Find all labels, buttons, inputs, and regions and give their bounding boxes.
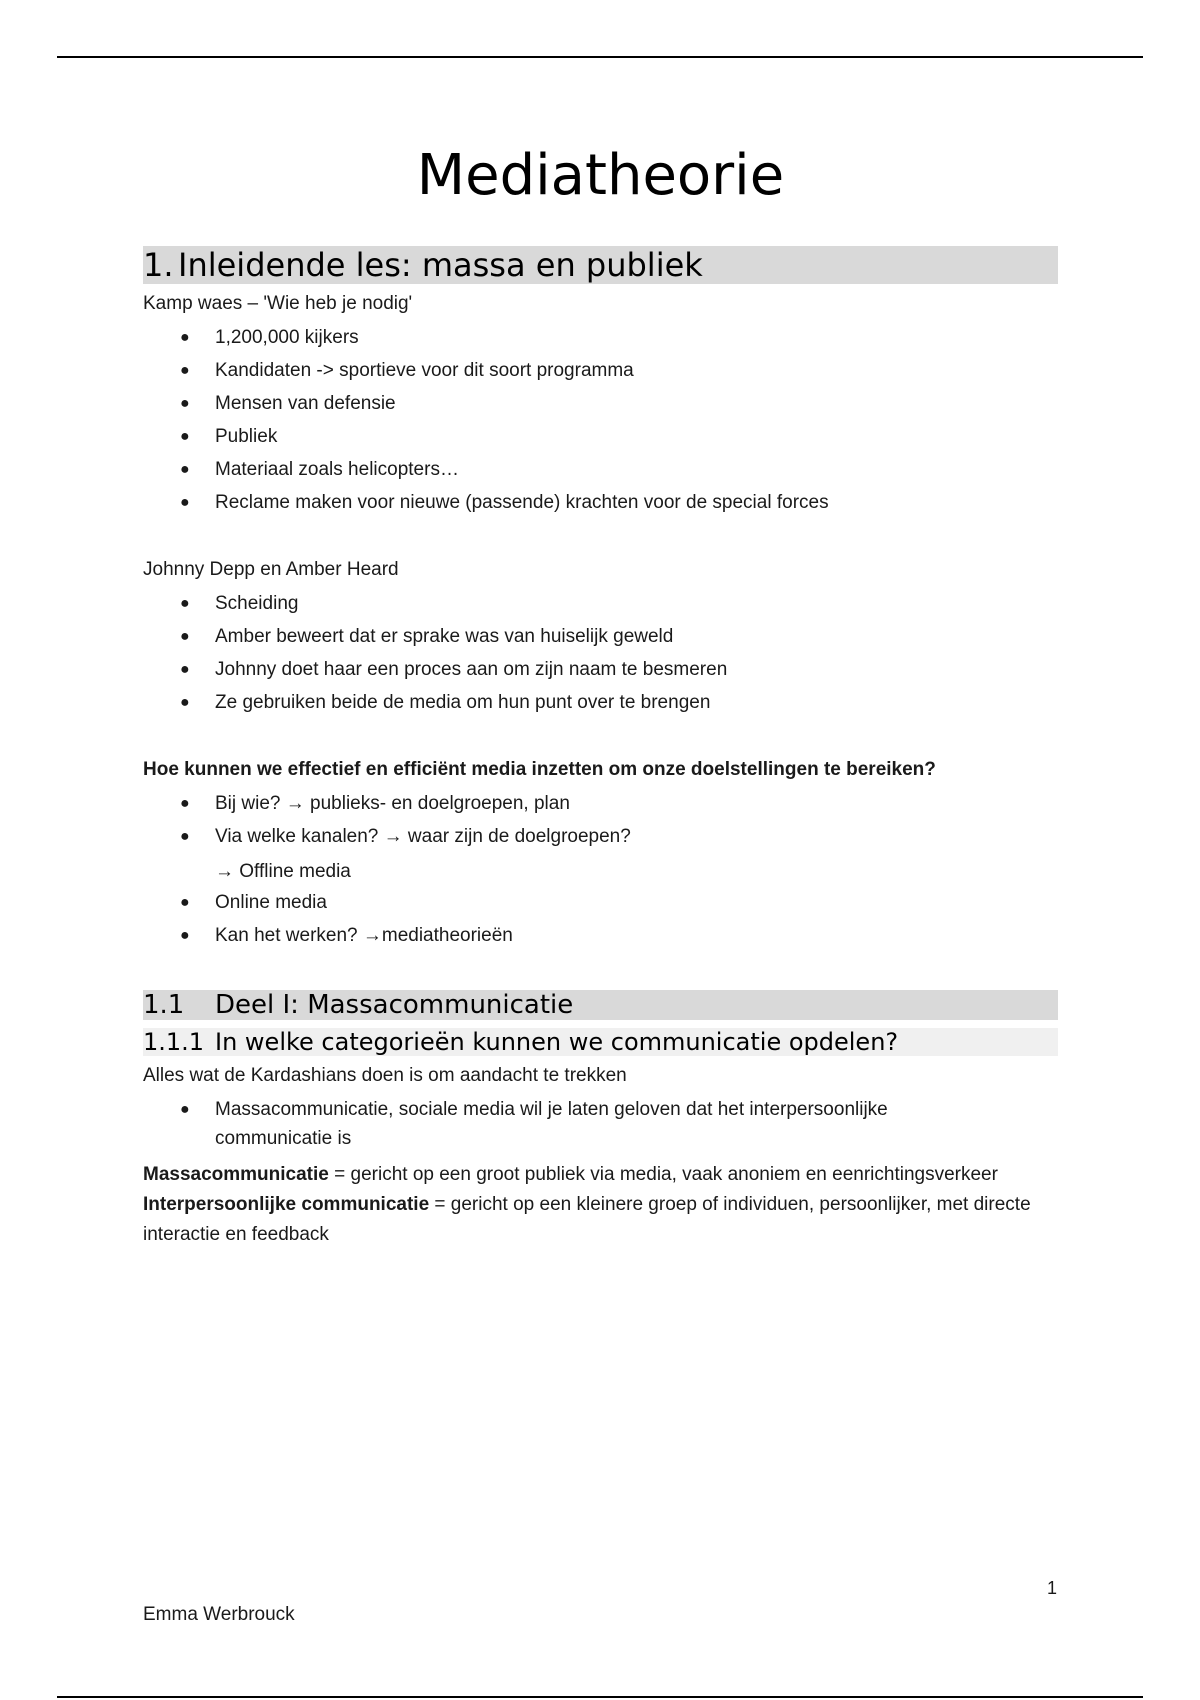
heading-section-1-1 [143,990,1058,1020]
bullet-icon: ● [180,828,190,845]
page-number: 1 [1047,1578,1058,1598]
bullet-icon: ● [180,329,190,346]
footer-rule [57,1696,1143,1698]
definition-term: Interpersoonlijke communicatie [143,1194,430,1215]
bullet-icon: ● [180,461,190,478]
section-title: Inleidende les: massa en publiek [178,246,703,284]
paragraph-kardashians: Alles wat de Kardashians doen is om aandacht te trekken [143,1065,627,1086]
arrow-sub-item: → Offline media [215,861,351,882]
bullet-icon: ● [180,628,190,645]
definition-text: = gericht op een kleinere groep of individuen, persoonlijker, met directe interactie en feedback [143,1194,1031,1245]
header-rule [57,56,1143,58]
definition-text: = gericht op een groot publiek via media, vaak anoniem en eenrichtingsverkeer [328,1164,998,1185]
definition-massacommunicatie [143,1160,1058,1190]
bullet-icon: ● [180,927,190,944]
bullet-icon: ● [180,661,190,678]
paragraph-depp-heard: Johnny Depp en Amber Heard [143,559,399,580]
section-title: Deel I: Massacommunicatie [215,990,574,1020]
page-title: Mediatheorie [416,143,785,208]
bullet-icon: ● [180,595,190,612]
bullet-icon: ● [180,894,190,911]
section-number: 1.1 [143,990,185,1020]
definition-term: Massacommunicatie [143,1164,329,1185]
heading-section-1-1-1 [143,1028,1058,1056]
bullet-icon: ● [180,494,190,511]
bullet-icon: ● [180,1101,190,1118]
footer-author: Emma Werbrouck [143,1604,295,1625]
heading-section-1 [143,246,1058,284]
section-number: 1. [143,246,174,284]
question-paragraph: Hoe kunnen we effectief en efficiënt media inzetten om onze doelstellingen te bereiken? [143,759,936,780]
definition-interpersoonlijke [143,1190,1058,1250]
bullet-icon: ● [180,362,190,379]
bullet-icon: ● [180,395,190,412]
bullet-icon: ● [180,694,190,711]
bullet-icon: ● [180,795,190,812]
paragraph-kamp-waes: Kamp waes – 'Wie heb je nodig' [143,293,413,314]
section-title: In welke categorieën kunnen we communicatie opdelen? [215,1028,899,1056]
bullet-icon: ● [180,428,190,445]
section-number: 1.1.1 [143,1028,205,1056]
